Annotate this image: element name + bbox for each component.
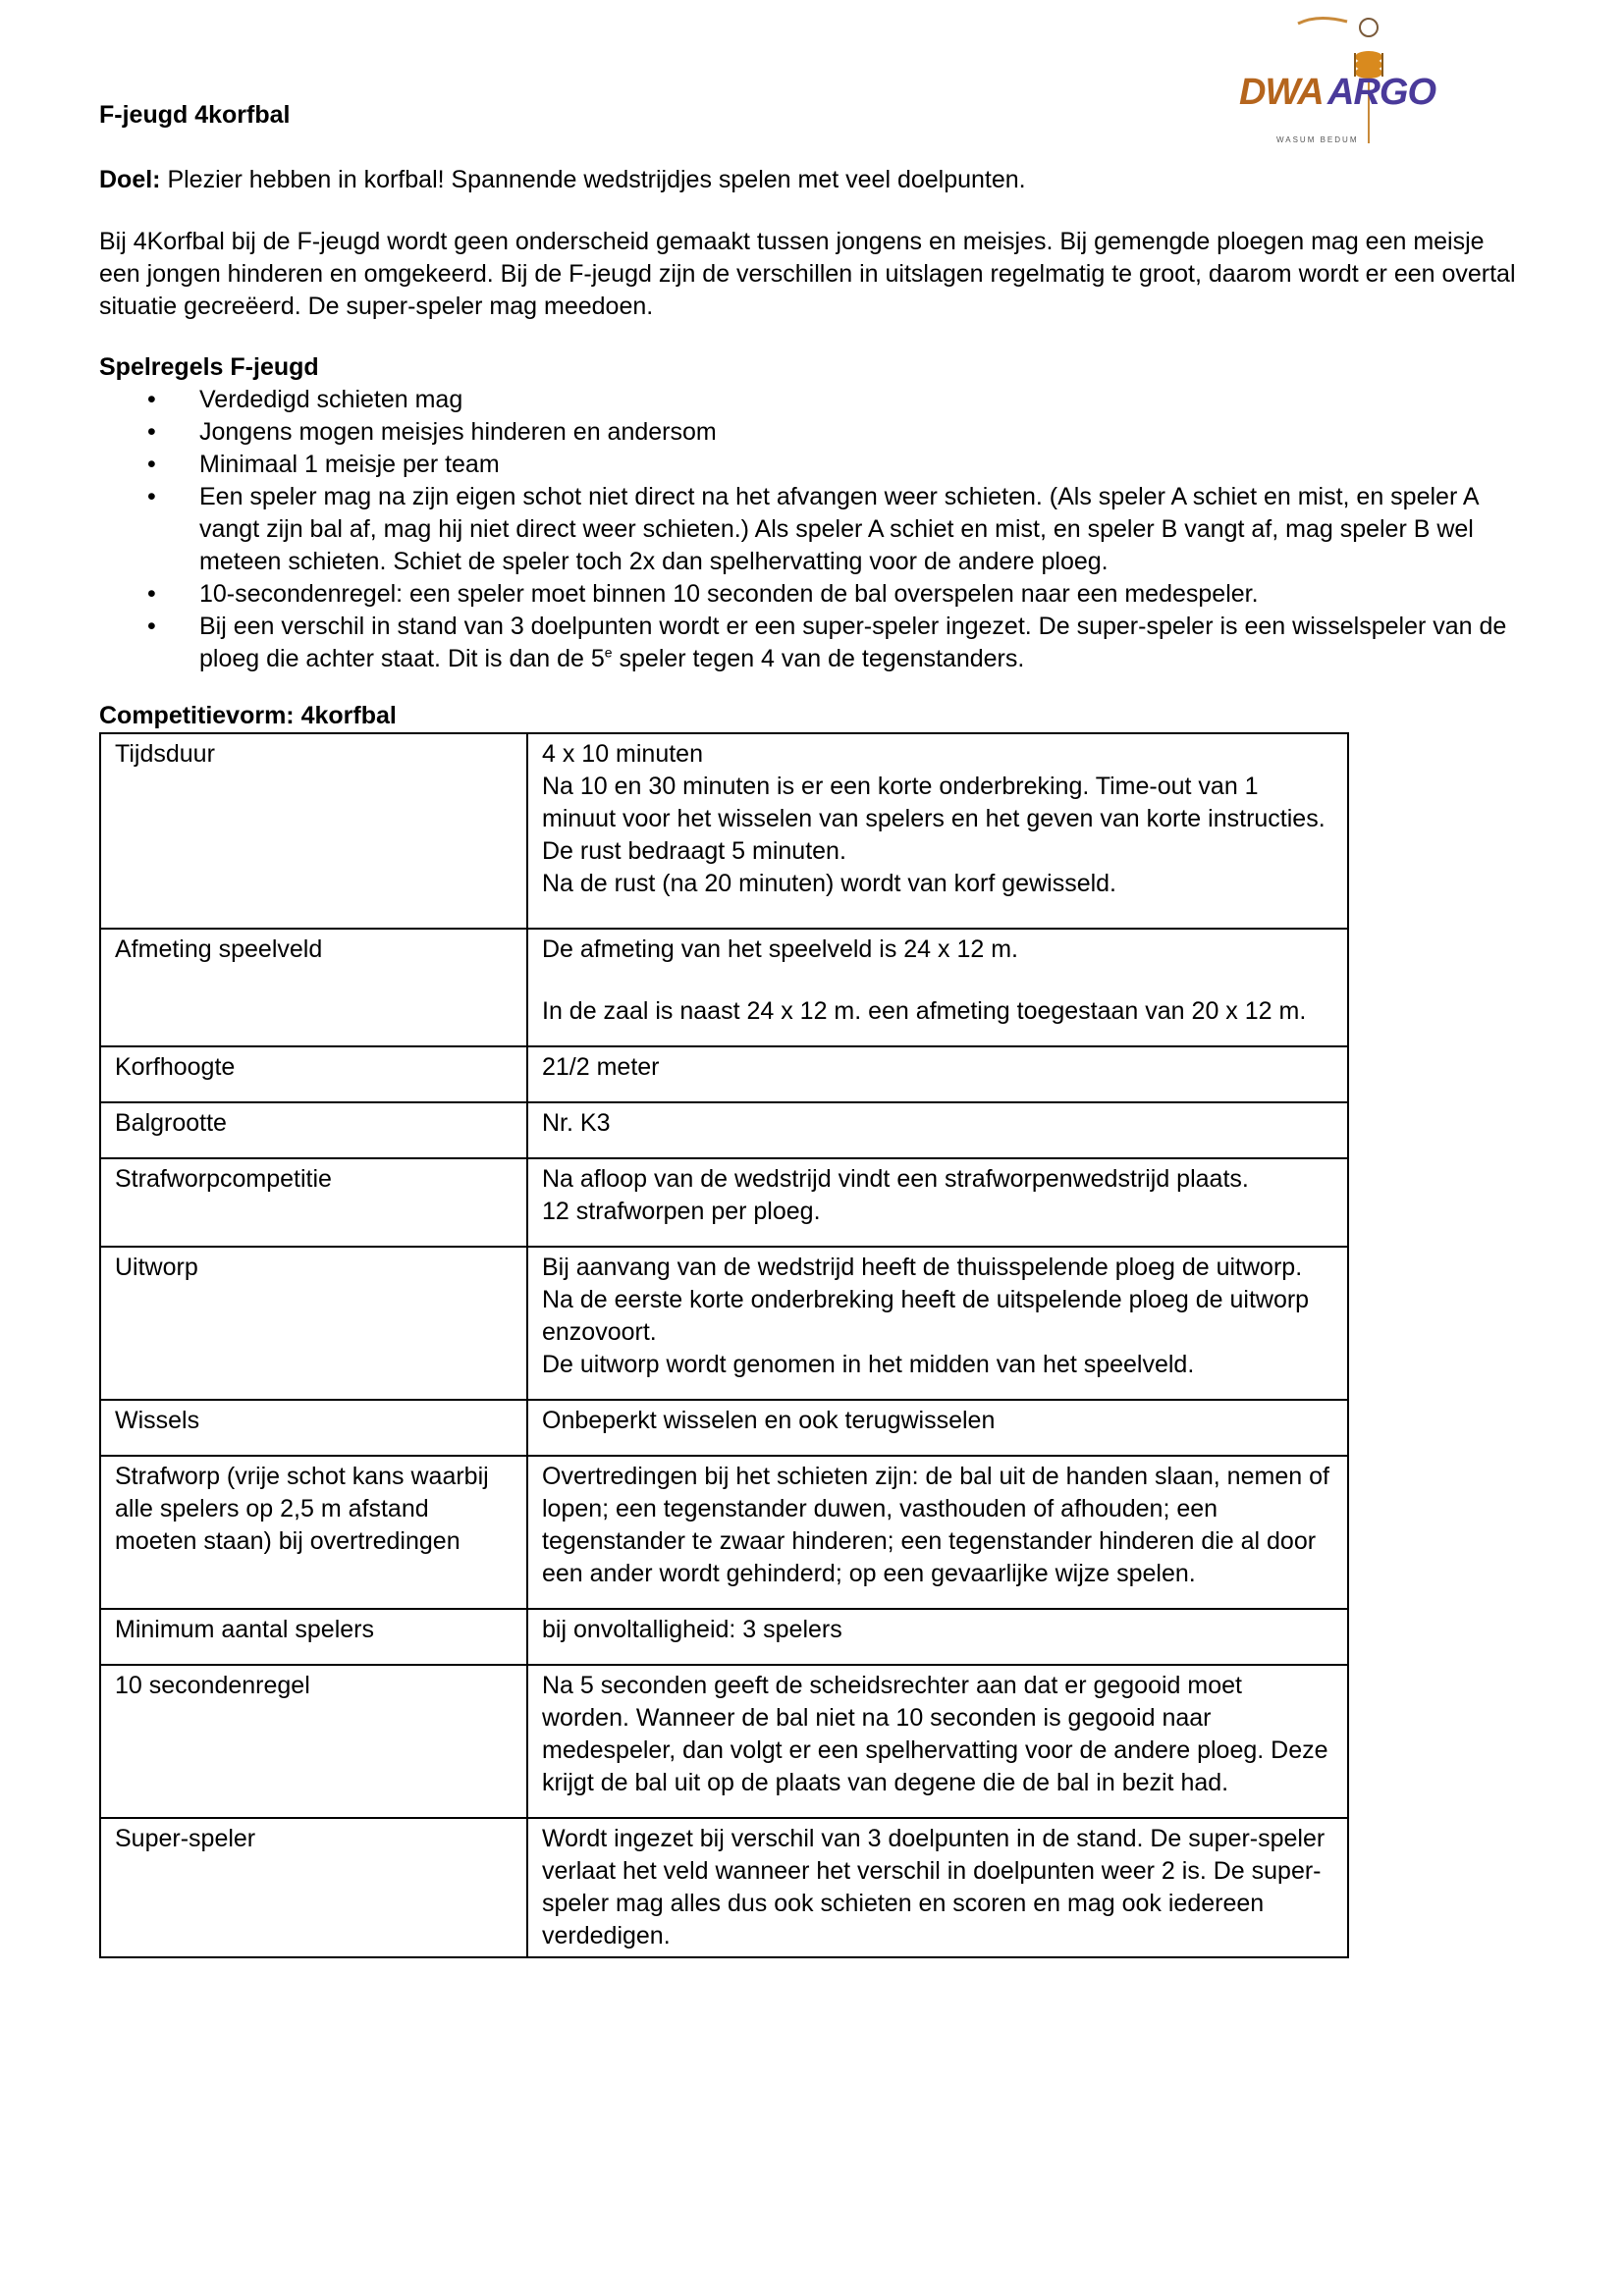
table-label-cell: Minimum aantal spelers (100, 1609, 527, 1665)
table-value-cell: Bij aanvang van de wedstrijd heeft de thuisspelende ploeg de uitworp. Na de eerste korte onderbreking heeft de uitspelende ploeg de uitworp enzovoort. De uitworp wordt genomen in het midden van het speelveld. (527, 1247, 1348, 1400)
table-value-cell: Wordt ingezet bij verschil van 3 doelpunten in de stand. De super-speler verlaat het veld wanneer het verschil in doelpunten weer 2 is. De super-speler mag alles dus ook schieten en scoren en mag ook iedereen verdedigen. (527, 1818, 1348, 1957)
table-row (100, 1102, 1348, 1158)
table-row (100, 929, 1348, 1046)
document-title: F-jeugd 4korfbal (99, 101, 291, 129)
table-value-cell: Nr. K3 (527, 1102, 1348, 1158)
list-item: • Jongens mogen meisjes hinderen en andersom (99, 416, 1543, 449)
table-label-cell: Strafworp (vrije schot kans waarbij alle spelers op 2,5 m afstand moeten staan) bij overtredingen (100, 1456, 527, 1609)
table-row (100, 1046, 1348, 1102)
list-item: • 10-secondenregel: een speler moet binnen 10 seconden de bal overspelen naar een medespeler. (99, 578, 1543, 611)
bullet: • (147, 418, 156, 446)
table-value-cell: Na afloop van de wedstrijd vindt een strafworpenwedstrijd plaats. 12 strafworpen per ploeg. (527, 1158, 1348, 1247)
logo-text-argo: ARGO (1327, 72, 1435, 113)
bullet: • (147, 580, 156, 608)
doel-label: Doel: (99, 166, 161, 193)
doel-paragraph (99, 164, 1026, 196)
logo-text-dwa: DWA (1239, 72, 1324, 113)
doel-text: Plezier hebben in korfbal! Spannende wedstrijdjes spelen met veel doelpunten. (160, 166, 1026, 193)
table-value-cell: bij onvoltalligheid: 3 spelers (527, 1609, 1348, 1665)
table-label-cell: Balgrootte (100, 1102, 527, 1158)
table-value-cell: 4 x 10 minuten Na 10 en 30 minuten is er een korte onderbreking. Time-out van 1 minuut voor het wisselen van spelers en het geven van korte instructies. De rust bedraagt 5 minuten. Na de rust (na 20 minuten) wordt van korf gewisseld. (527, 733, 1348, 929)
spelregels-list (99, 384, 1543, 675)
table-value-cell: 21/2 meter (527, 1046, 1348, 1102)
bullet: • (147, 613, 156, 640)
list-item: • Minimaal 1 meisje per team (99, 449, 1543, 481)
bullet: • (147, 451, 156, 478)
bullet: • (147, 386, 156, 413)
table-label-cell: Afmeting speelveld (100, 929, 527, 1046)
table-row (100, 1247, 1348, 1400)
bullet: • (147, 483, 156, 510)
intro-paragraph: Bij 4Korfbal bij de F-jeugd wordt geen onderscheid gemaakt tussen jongens en meisjes. Bij gemengde ploegen mag een meisje een jongen hinderen en omgekeerd. Bij de F-jeugd zijn de verschillen in uitslagen regelmatig te groot, daarom wordt er een overtal situatie gecreëerd. De super-speler mag meedoen. (99, 228, 1516, 320)
competitie-table (99, 732, 1349, 1958)
table-label-cell: Korfhoogte (100, 1046, 527, 1102)
table-row (100, 733, 1348, 929)
table-row (100, 1456, 1348, 1609)
table-row (100, 1609, 1348, 1665)
table-label-cell: Strafworpcompetitie (100, 1158, 527, 1247)
table-value-cell: De afmeting van het speelveld is 24 x 12 m. In de zaal is naast 24 x 12 m. een afmeting toegestaan van 20 x 12 m. (527, 929, 1348, 1046)
table-label-cell: Wissels (100, 1400, 527, 1456)
table-row (100, 1400, 1348, 1456)
table-label-cell: Super-speler (100, 1818, 527, 1957)
logo-subtitle: WASUM BEDUM (1276, 135, 1359, 144)
table-value-cell: Overtredingen bij het schieten zijn: de bal uit de handen slaan, nemen of lopen; een tegenstander duwen, vasthouden of afhouden; een tegenstander te zwaar hinderen; een tegenstander hinderen die al door een ander wordt gehinderd; op een gevaarlijke wijze spelen. (527, 1456, 1348, 1609)
table-label-cell: Tijdsduur (100, 733, 527, 929)
table-value-cell: Na 5 seconden geeft de scheidsrechter aan dat er gegooid moet worden. Wanneer de bal niet na 10 seconden is gegooid naar medespeler, dan volgt er een spelhervatting voor de andere ploeg. Deze krijgt de bal uit op de plaats van degene die de bal in bezit had. (527, 1665, 1348, 1818)
list-item: • Bij een verschil in stand van 3 doelpunten wordt er een super-speler ingezet. De super-speler is een wisselspeler van de ploeg die achter staat. Dit is dan de 5e speler tegen 4 van de tegenstanders. (147, 613, 1507, 672)
table-value-cell: Onbeperkt wisselen en ook terugwisselen (527, 1400, 1348, 1456)
table-row (100, 1158, 1348, 1247)
list-item: • Verdedigd schieten mag (99, 384, 1543, 416)
table-row (100, 1818, 1348, 1957)
table-row (100, 1665, 1348, 1818)
spelregels-heading: Spelregels F-jeugd (99, 353, 319, 381)
competitie-heading: Competitievorm: 4korfbal (99, 702, 397, 729)
table-label-cell: Uitworp (100, 1247, 527, 1400)
superscript: e (604, 644, 613, 661)
list-item: • Een speler mag na zijn eigen schot niet direct na het afvangen weer schieten. (Als speler A schiet en mist, en speler A vangt zijn bal af, mag hij niet direct weer schieten.) Als speler A schiet en mist, en speler B vangt af, mag speler B wel meteen schieten. Schiet de speler toch 2x dan spelhervatting voor de andere ploeg. (147, 483, 1479, 575)
table-label-cell: 10 secondenregel (100, 1665, 527, 1818)
